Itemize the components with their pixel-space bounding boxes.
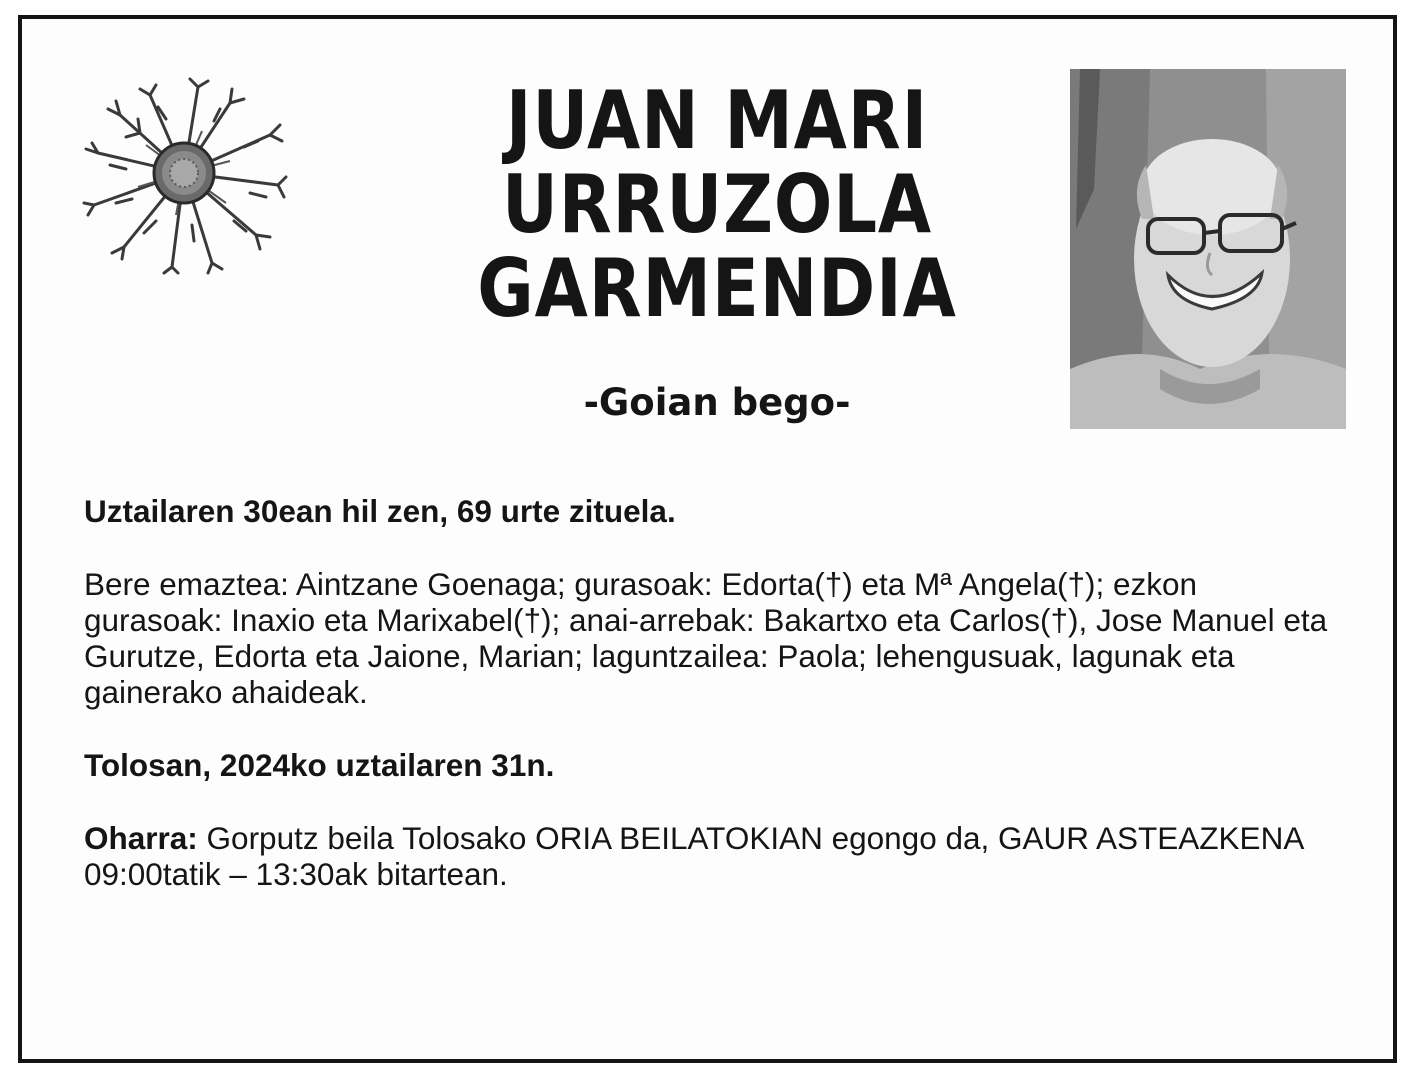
- eguzkilore-thistle-icon: [80, 75, 288, 275]
- obituary-body: [84, 493, 1344, 929]
- name-line-2: URRUZOLA: [501, 158, 933, 251]
- place-date: Tolosan, 2024ko uztailaren 31n.: [84, 747, 555, 783]
- note-label: Oharra:: [84, 820, 198, 856]
- death-announcement: Uztailaren 30ean hil zen, 69 urte zituela.: [84, 493, 676, 529]
- family-list: Bere emaztea: Aintzane Goenaga; gurasoak: Edorta(†) eta Mª Angela(†); ezkon gurasoak: Inaxio eta Marixabel(†); anai-arrebak: Bakartxo eta Carlos(†), Jose Manuel eta Gurutze, Edorta eta Jaione, Marian; laguntzailea: Paola; lehengusuak, lagunak eta gainerako ahaideak.: [84, 566, 1328, 710]
- deceased-name: [382, 74, 1052, 335]
- name-line-3: GARMENDIA: [477, 242, 957, 335]
- portrait-photo: [1070, 69, 1346, 429]
- obituary-frame: [18, 15, 1397, 1063]
- epitaph: -Goian bego-: [583, 381, 851, 424]
- note-text: Gorputz beila Tolosako ORIA BEILATOKIAN egongo da, GAUR ASTEAZKENA 09:00tatik – 13:30ak bitartean.: [84, 820, 1303, 892]
- name-line-1: JUAN MARI: [505, 74, 929, 167]
- note-paragraph: [84, 820, 1344, 892]
